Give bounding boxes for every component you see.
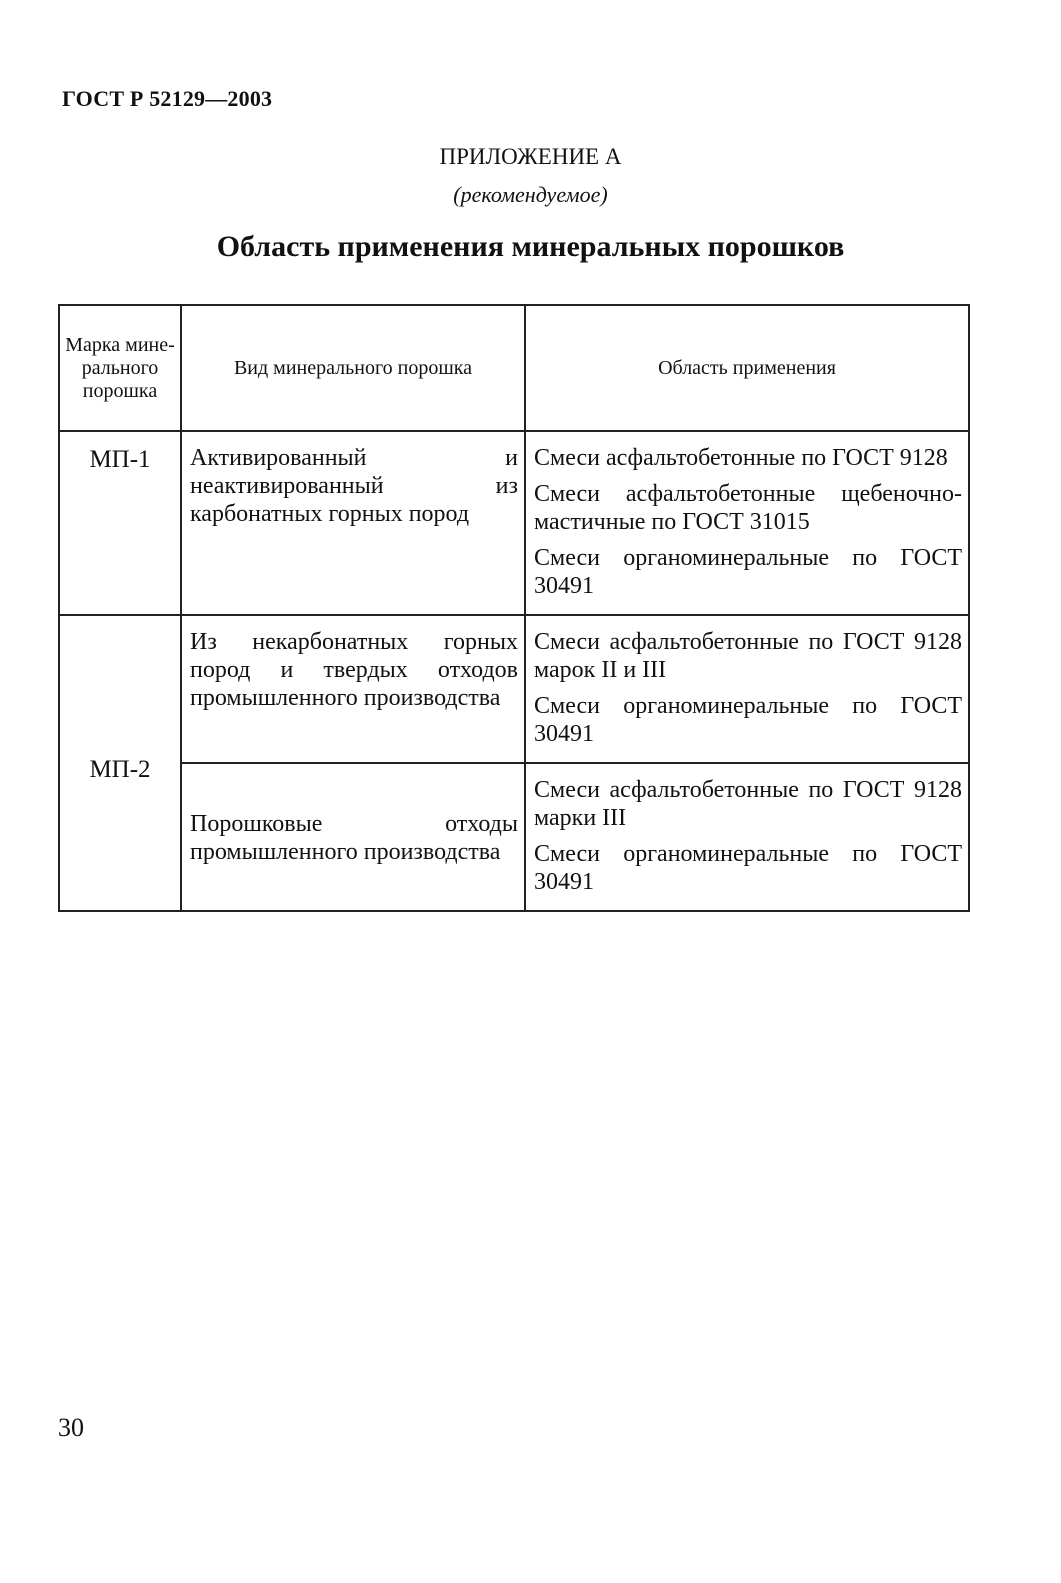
kind-cell: Из некарбонатных горных пород и твердых отходов промышленного производства xyxy=(181,615,525,763)
document-id: ГОСТ Р 52129—2003 xyxy=(62,86,273,111)
table-header-row xyxy=(59,305,969,431)
scope-cell xyxy=(525,615,969,763)
table-row xyxy=(59,431,969,615)
scope-cell xyxy=(525,431,969,615)
grade-cell: МП-1 xyxy=(59,431,181,615)
scope-item: Смеси асфальтобетонные по ГОСТ 9128 xyxy=(534,445,948,471)
appendix-status: (рекомендуемое) xyxy=(453,182,608,207)
scope-cell xyxy=(525,763,969,911)
scope-item: Смеси асфальтобетонные по ГОСТ 9128 марки III xyxy=(534,777,962,831)
scope-item: Смеси асфальтобетонные щебеночно-мастичные по ГОСТ 31015 xyxy=(534,481,962,535)
grade-cell: МП-2 xyxy=(59,615,181,911)
kind-cell: Активированный и неактивированный из карбонатных горных пород xyxy=(181,431,525,615)
header-grade: Марка мине-рального порошка xyxy=(59,305,181,431)
table-row xyxy=(59,763,969,911)
header-kind: Вид минерального порошка xyxy=(181,305,525,431)
table-row xyxy=(59,615,969,763)
scope-item: Смеси органоминеральные по ГОСТ 30491 xyxy=(534,545,962,599)
scope-item: Смеси органоминеральные по ГОСТ 30491 xyxy=(534,841,962,895)
scope-item: Смеси асфальтобетонные по ГОСТ 9128 марок II и III xyxy=(534,629,962,683)
page-title: Область применения минеральных порошков xyxy=(216,230,845,263)
header-scope: Область применения xyxy=(525,305,969,431)
page-number: 30 xyxy=(58,1413,84,1442)
scope-item: Смеси органоминеральные по ГОСТ 30491 xyxy=(534,693,962,747)
kind-cell: Порошковые отходы промышленного производства xyxy=(181,763,525,911)
appendix-heading: ПРИЛОЖЕНИЕ А xyxy=(439,144,622,169)
powder-table xyxy=(58,304,968,912)
